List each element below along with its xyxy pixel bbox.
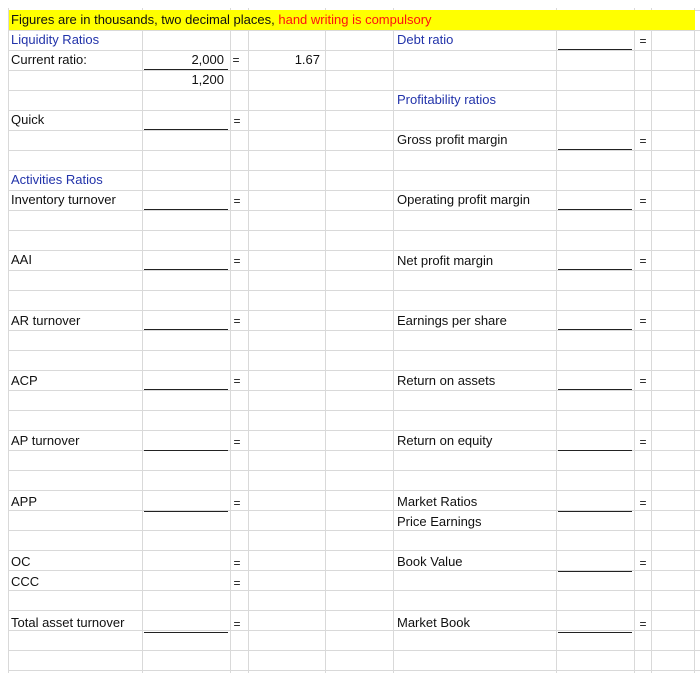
market-book-label[interactable]: Market Book	[397, 615, 470, 630]
grid-row-line	[8, 90, 700, 91]
grid-column-line	[8, 8, 9, 673]
answer-line	[558, 149, 632, 150]
grid-row-line	[8, 390, 700, 391]
return-on-assets-label[interactable]: Return on assets	[397, 373, 496, 388]
grid-row-line	[8, 290, 700, 291]
grid-column-line	[556, 8, 557, 673]
equals-sign: =	[639, 134, 647, 148]
answer-line	[144, 129, 228, 130]
answer-line	[144, 389, 228, 390]
equals-sign: =	[232, 53, 240, 67]
answer-line	[558, 269, 632, 270]
return-on-equity-label[interactable]: Return on equity	[397, 433, 493, 448]
answer-line	[558, 209, 632, 210]
equals-sign: =	[639, 435, 647, 449]
answer-line	[144, 329, 228, 330]
earnings-per-share-label[interactable]: Earnings per share	[397, 313, 507, 328]
grid-row-line	[8, 250, 700, 251]
equals-sign: =	[639, 194, 647, 208]
grid-column-line	[142, 8, 143, 673]
grid-row-line	[8, 110, 700, 111]
total-asset-turnover-label[interactable]: Total asset turnover	[11, 615, 125, 630]
answer-line	[558, 329, 632, 330]
book-value-label[interactable]: Book Value	[397, 554, 463, 569]
fraction-line	[144, 69, 228, 70]
grid-row-line	[8, 470, 700, 471]
grid-row-line	[8, 530, 700, 531]
grid-row-line	[8, 490, 700, 491]
grid-row-line	[8, 650, 700, 651]
debt-ratio-label[interactable]: Debt ratio	[397, 32, 454, 47]
current-ratio-numerator[interactable]: 2,000	[191, 52, 224, 67]
grid-row-line	[8, 430, 700, 431]
equals-sign: =	[639, 254, 647, 268]
answer-line	[558, 632, 632, 633]
grid-column-line	[694, 8, 695, 673]
equals-sign: =	[233, 556, 241, 570]
answer-line	[144, 511, 228, 512]
grid-row-line	[8, 670, 700, 671]
header-note-text: Figures are in thousands, two decimal places,	[11, 12, 279, 27]
ar-turnover-label[interactable]: AR turnover	[11, 313, 81, 328]
grid-column-line	[325, 8, 326, 673]
acp-label[interactable]: ACP	[11, 373, 38, 388]
quick-label[interactable]: Quick	[11, 112, 45, 127]
grid-column-line	[393, 8, 394, 673]
market-ratios-title[interactable]: Market Ratios	[397, 494, 478, 509]
grid-row-line	[8, 590, 700, 591]
equals-sign: =	[233, 435, 241, 449]
equals-sign: =	[233, 496, 241, 510]
current-ratio-result[interactable]: 1.67	[294, 52, 320, 67]
equals-sign: =	[233, 114, 241, 128]
equals-sign: =	[233, 576, 241, 590]
grid-row-line	[8, 330, 700, 331]
grid-row-line	[8, 50, 700, 51]
answer-line	[558, 389, 632, 390]
ap-turnover-label[interactable]: AP turnover	[11, 433, 80, 448]
equals-sign: =	[233, 254, 241, 268]
grid-column-line	[651, 8, 652, 673]
profitability-ratios-title[interactable]: Profitability ratios	[397, 92, 496, 107]
grid-row-line	[8, 410, 700, 411]
activities-ratios-title[interactable]: Activities Ratios	[11, 172, 103, 187]
grid-column-line	[634, 8, 635, 673]
net-profit-margin-label[interactable]: Net profit margin	[397, 253, 494, 268]
current-ratio-denominator[interactable]: 1,200	[191, 72, 224, 87]
equals-sign: =	[233, 617, 241, 631]
grid-row-line	[8, 610, 700, 611]
grid-row-line	[8, 370, 700, 371]
answer-line	[558, 511, 632, 512]
app-label[interactable]: APP	[11, 494, 38, 509]
operating-profit-margin-label[interactable]: Operating profit margin	[397, 192, 530, 207]
equals-sign: =	[233, 374, 241, 388]
grid-row-line	[8, 210, 700, 211]
price-earnings-label[interactable]: Price Earnings	[397, 514, 482, 529]
grid-row-line	[8, 270, 700, 271]
equals-sign: =	[639, 374, 647, 388]
oc-label[interactable]: OC	[11, 554, 31, 569]
ccc-label[interactable]: CCC	[11, 574, 40, 589]
grid-column-line	[248, 8, 249, 673]
current-ratio-label[interactable]: Current ratio:	[11, 52, 87, 67]
header-note[interactable]	[11, 11, 432, 29]
grid-row-line	[8, 350, 700, 351]
grid-row-line	[8, 130, 700, 131]
answer-line	[144, 209, 228, 210]
grid-row-line	[8, 150, 700, 151]
answer-line	[144, 269, 228, 270]
answer-line	[144, 632, 228, 633]
grid-row-line	[8, 550, 700, 551]
answer-line	[144, 450, 228, 451]
header-note-emphasis: hand writing is compulsory	[278, 12, 432, 27]
answer-line	[558, 49, 632, 50]
grid-row-line	[8, 70, 700, 71]
grid-row-line	[8, 30, 700, 31]
answer-line	[558, 450, 632, 451]
liquidity-ratios-title[interactable]: Liquidity Ratios	[11, 32, 100, 47]
grid-row-line	[8, 310, 700, 311]
grid-row-line	[8, 170, 700, 171]
equals-sign: =	[639, 34, 647, 48]
equals-sign: =	[639, 617, 647, 631]
answer-line	[558, 571, 632, 572]
aai-label[interactable]: AAI	[11, 252, 32, 267]
gross-profit-margin-label[interactable]: Gross profit margin	[397, 132, 508, 147]
equals-sign: =	[233, 194, 241, 208]
equals-sign: =	[639, 556, 647, 570]
inventory-turnover-label[interactable]: Inventory turnover	[11, 192, 116, 207]
equals-sign: =	[639, 496, 647, 510]
equals-sign: =	[639, 314, 647, 328]
grid-row-line	[8, 230, 700, 231]
equals-sign: =	[233, 314, 241, 328]
